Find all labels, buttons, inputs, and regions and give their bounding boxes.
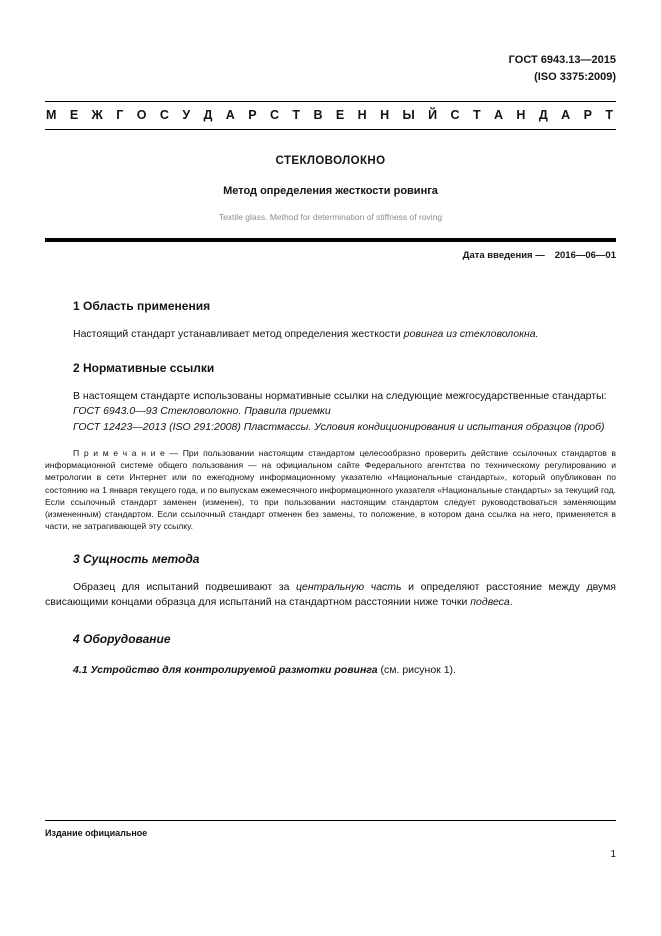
page-number: 1 (610, 849, 616, 860)
essence-text-3: . (509, 595, 513, 608)
scope-text-italic: ровинга из стекловолокна. (403, 328, 539, 341)
clause-4-1-title: 4.1 Устройство для контролируемой размотки ровинга (73, 664, 378, 677)
essence-text-italic-1: центральную часть (296, 581, 402, 594)
essence-text-italic-2: подвеса (470, 595, 510, 608)
document-title-english: Textile glass. Method for determination of stiffness of roving (218, 212, 443, 223)
section-scope-heading: 1 Область применения (73, 299, 211, 314)
document-reference-block (45, 52, 616, 86)
essence-text-1: Образец для испытаний подвешивают за (73, 581, 297, 594)
iso-reference: (ISO 3375:2009) (534, 71, 616, 84)
doc-number: ГОСТ 6943.13—2015 (508, 54, 616, 66)
reference-item: ГОСТ 12423—2013 (ISO 291:2008) Пластмассы. Условия кондиционирования и испытания образцов (проб) (73, 420, 605, 433)
title-block (45, 155, 616, 222)
scope-text-normal: Настоящий стандарт устанавливает метод определения жесткости (73, 328, 404, 341)
title-divider-rule (45, 238, 616, 242)
effective-date-value: 2016—06—01 (554, 250, 616, 262)
page-footer (45, 820, 616, 860)
section-essence-heading: 3 Сущность метода (73, 552, 200, 567)
essence-text-2: и определяют расстояние между двумя свисающими концами образца для испытаний на стандартном расстоянии ниже точки (45, 581, 616, 608)
section-normative-heading: 2 Нормативные ссылки (73, 360, 215, 375)
normative-note (45, 447, 616, 532)
normative-intro-paragraph: В настоящем стандарте использованы нормативные ссылки на следующие межгосударственные стандарты: (73, 389, 607, 402)
clause-4-1 (73, 663, 616, 677)
section-equipment-heading: 4 Оборудование (73, 632, 171, 647)
clause-4-1-suffix: (см. рисунок 1). (377, 664, 456, 677)
section-essence-paragraph (45, 580, 616, 609)
edition-note: Издание официальное (45, 828, 148, 838)
standard-type-banner (45, 101, 616, 130)
effective-date-line (45, 250, 616, 261)
note-label: П р и м е ч а н и е (73, 448, 165, 459)
note-text: — При пользовании настоящим стандартом целесообразно проверить действие ссылочных стандартов в информационной системе общего пользования — на официальном сайте Федерального агентства по техническому регулированию и метрологии в сети Интернет или по ежегодному информационному указателю «Национальные стандарты», который опубликован по состоянию на 1 января текущего года, и по выпускам ежемесячного информационного указателя «Национальные стандарты» за текущий год. Если ссылочный стандарт заменен (изменен), то при пользовании настоящим стандартом следует руководствоваться заменяющим (измененным) стандартом. Если ссылочный стандарт отменен без замены, то положение, в котором дана ссылка на него, применяется в части, не затрагивающей эту ссылку. (45, 448, 617, 532)
standard-type-label: М Е Ж Г О С У Д А Р С Т В Е Н Н Ы Й С Т А Н Д А Р Т (46, 108, 615, 123)
section-scope-paragraph (45, 327, 616, 341)
reference-item: ГОСТ 6943.0—93 Стекловолокно. Правила приемки (73, 405, 331, 418)
document-subtitle: Метод определения жесткости ровинга (223, 185, 438, 198)
effective-date-label: Дата введения — (462, 250, 545, 262)
document-title: СТЕКЛОВОЛОКНО (275, 155, 386, 168)
